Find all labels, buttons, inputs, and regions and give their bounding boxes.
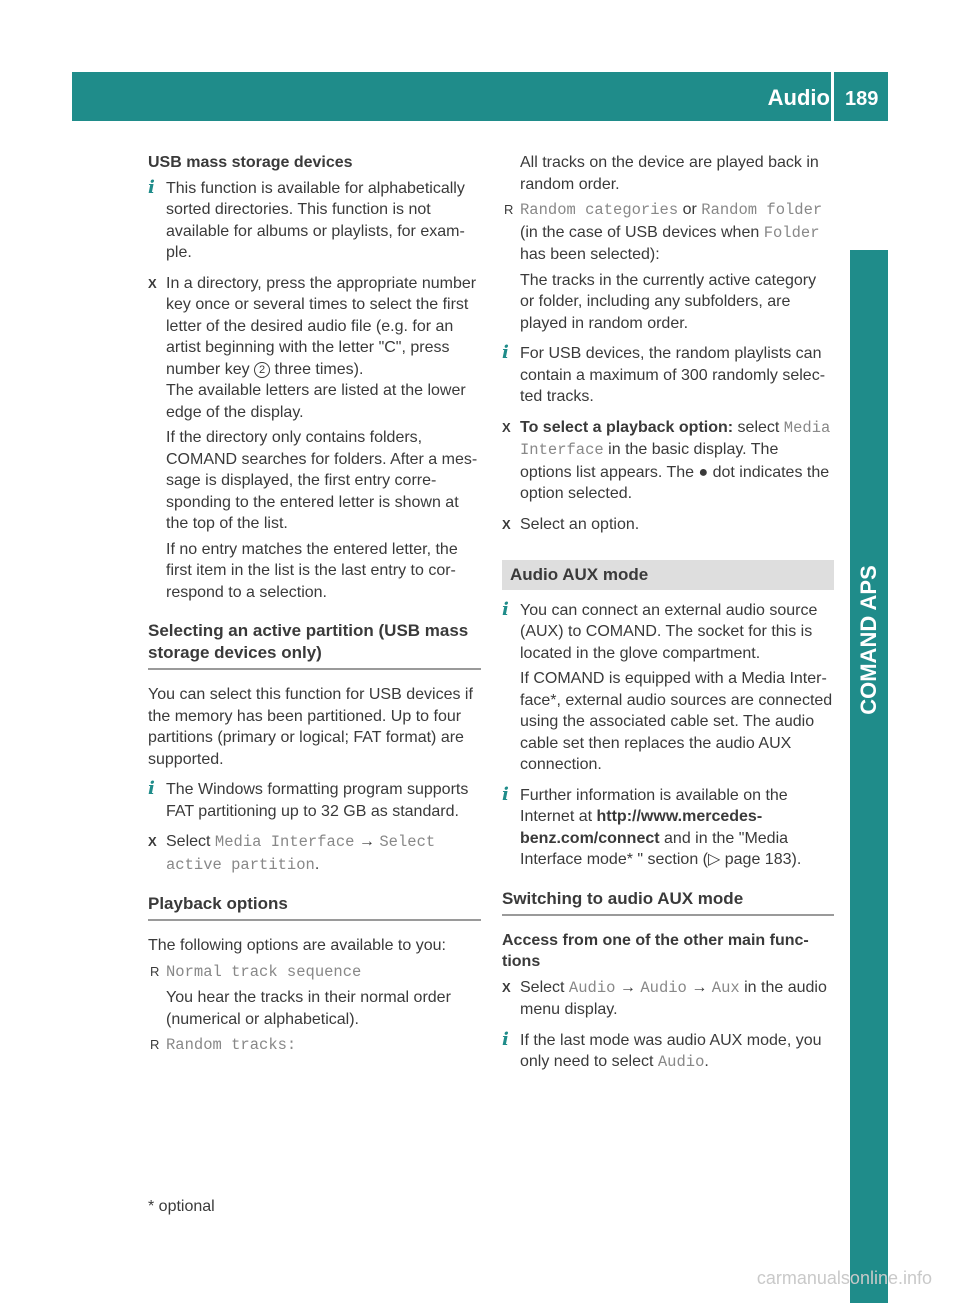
access-heading: Access from one of the other main functions: [502, 931, 809, 970]
usb-heading: USB mass storage devices: [148, 154, 353, 171]
info-icon: i: [502, 342, 509, 363]
page-reference[interactable]: ▷ page 183: [708, 851, 792, 868]
info-icon: i: [148, 176, 155, 198]
switch-heading: Switching to audio AUX mode: [502, 888, 834, 916]
partition-paragraph: You can select this function for USB devices if the memory has been partitioned. Up to four partitions (primary or logical; FAT format) are supported.: [148, 686, 473, 768]
arrow-icon: X: [502, 979, 511, 995]
step-instruction: X Select Media Interface → Select active partition.: [148, 833, 436, 874]
side-tab: [850, 250, 888, 1303]
info-note: i You can connect an external audio source (AUX) to COMAND. The socket for this is located in the glove compartment. If COMAND is equipped with a Media Interface*, external audio sources are connected using the associated cable set. The audio cable set then replaces the audio AUX connection.: [502, 598, 833, 773]
info-note: i For USB devices, the random playlists can contain a maximum of 300 randomly selected tracks.: [502, 342, 826, 405]
info-note: i The Windows formatting program supports FAT partitioning up to 32 GB as standard.: [148, 778, 469, 820]
list-item: R Normal track sequence: [150, 962, 362, 981]
list-item: R Random categories or Random folder (in the case of USB devices when Folder has been selected):: [504, 201, 823, 263]
header-bar: [72, 72, 888, 121]
aux-heading: Audio AUX mode: [502, 560, 834, 590]
step-instruction: X In a directory, press the appropriate number key once or several times to select the first letter of the desired audio file (e.g. for an artist beginning with the letter "C", press number key 2 three times). The available letters are listed at the lower edge of the display. If the directory only contains folders, COMAND searches for folders. After a message is displayed, the first entry corresponding to the entered letter is shown at the top of the list. If no entry matches the entered letter, the first item in the list is the last entry to correspond to a selection.: [148, 274, 478, 601]
info-icon: i: [148, 778, 155, 799]
info-icon: i: [502, 1028, 509, 1050]
left-column: USB mass storage devices i This function is available for alphabetically sorted directories. This function is not available for albums or playlists, for example. X In a directory, press the appropriate number key once or several times to select the first letter of the desired audio file (e.g. for an artist beginning with the letter "C", press number key 2 three times). The available letters are listed at the lower edge of the display. If the directory only contains folders, COMAND searches for folders. After a message is displayed, the first entry corresponding to the entered letter is shown at the top of the list. If no entry matches the entered letter, the first item in the list is the last entry to correspond to a selection. Selecting an active partition (USB mass storage devices only) You can select this function for USB devices if the memory has been partitioned. Up to four partitions (primary or logical; FAT format) are supported. i The Windows formatting program supports FAT partitioning up to 32 GB as standard. X Select Media Interface → Select active partition. Playback options The following options are available to you: R Normal track sequence You hear the tracks in their normal order (numerical or alphabetical). R Random tracks:: [148, 152, 481, 1061]
right-column: All tracks on the device are played back in random order. R Random categories or Random folder (in the case of USB devices when Folder has been selected): The tracks in the currently active category or folder, including any subfolders, are played in random order. i For USB devices, the random playlists can contain a maximum of 300 randomly selected tracks. X To select a playback option: select Media Interface in the basic display. The options list appears. The ● dot indicates the option selected. X Select an option. Audio AUX mode i You can connect an external audio source (AUX) to COMAND. The socket for this is located in the glove compartment. If COMAND is equipped with a Media Interface*, external audio sources are connected using the associated cable set. The audio cable set then replaces the audio AUX connection. i Further information is available on the Internet at http://www.mercedes-benz.com/connect and in the "Media Interface mode* " section (▷ page 183). Switching to audio AUX mode Access from one of the other main functions X Select Audio → Audio → Aux in the audio menu display. i If the last mode was audio AUX mode, you only need to select Audio.: [502, 152, 834, 1083]
info-icon: i: [502, 783, 509, 805]
bullet-icon: R: [504, 202, 514, 217]
arrow-icon: X: [148, 275, 157, 291]
info-note: i If the last mode was audio AUX mode, you only need to select Audio.: [502, 1028, 822, 1071]
page-number: 189: [845, 88, 879, 110]
bullet-icon: R: [150, 1037, 160, 1052]
dot-icon: ●: [698, 463, 709, 481]
list-item: R Random tracks:: [150, 1036, 297, 1054]
partition-heading: Selecting an active partition (USB mass storage devices only): [148, 620, 481, 670]
step-instruction: X To select a playback option: select Media Interface in the basic display. The options list appears. The ● dot indicates the option selected.: [502, 418, 831, 502]
footnote: * optional: [148, 1198, 215, 1215]
info-note: i Further information is available on the Internet at http://www.mercedes-benz.com/connect and in the "Media Interface mode* " section (▷ page 183).: [502, 783, 802, 868]
arrow-icon: X: [502, 516, 511, 532]
info-icon: i: [502, 598, 509, 620]
playback-heading: Playback options: [148, 893, 481, 921]
mercedes-connect-link[interactable]: http://www.mercedes-benz.com/connect: [520, 808, 763, 847]
section-title: Audio: [767, 85, 830, 110]
arrow-icon: X: [502, 419, 511, 435]
bullet-icon: R: [150, 963, 160, 979]
info-note: i This function is available for alphabetically sorted directories. This function is not available for albums or playlists, for example.: [148, 176, 465, 261]
playback-paragraph: The following options are available to you:: [148, 937, 446, 954]
side-tab-label: COMAND APS: [856, 565, 881, 715]
key-2-icon: 2: [254, 362, 270, 378]
header-divider: [831, 72, 834, 121]
arrow-icon: X: [148, 834, 157, 849]
step-instruction: X Select Audio → Audio → Aux in the audio menu display.: [502, 978, 827, 1018]
step-instruction: X Select an option.: [502, 514, 834, 536]
watermark: carmanualsonline.info: [756, 1268, 932, 1288]
